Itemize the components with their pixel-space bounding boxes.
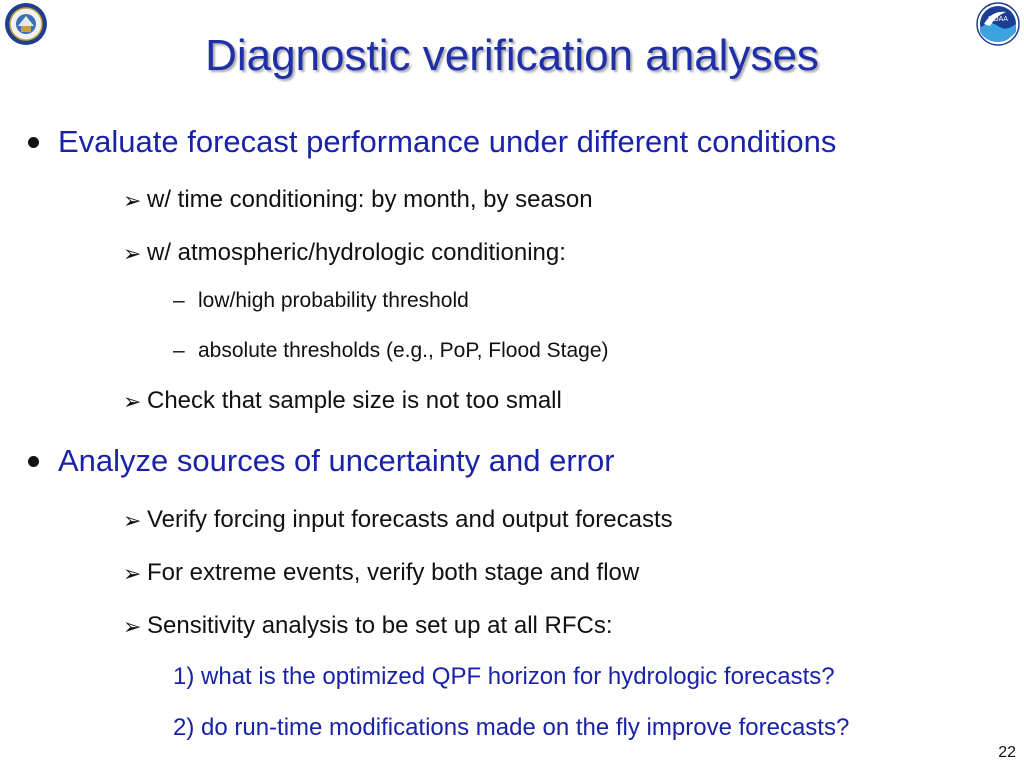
arrow-bullet-icon: ➢ [123,508,142,533]
sub-item-1-2: w/ atmospheric/hydrologic conditioning: [147,239,566,266]
bullet-1-heading: Evaluate forecast performance under different conditions [58,124,837,159]
sub-sub-item-1-2-2: absolute thresholds (e.g., PoP, Flood Stage) [198,339,609,362]
arrow-bullet-icon: ➢ [123,389,142,414]
page-number: 22 [998,744,1016,761]
sub-item-1-3: Check that sample size is not too small [147,387,562,414]
arrow-bullet-icon: ➢ [123,561,142,586]
bullet-dot-2 [28,456,39,467]
numbered-item-2: 2) do run-time modifications made on the fly improve forecasts? [173,714,850,741]
noaa-logo-text: NOAA [988,16,1008,23]
sub-sub-item-1-2-1: low/high probability threshold [198,289,469,312]
bullet-2-heading: Analyze sources of uncertainty and error [58,443,615,478]
sub-item-2-3: Sensitivity analysis to be set up at all RFCs: [147,612,613,639]
arrow-bullet-icon: ➢ [123,614,142,639]
arrow-bullet-icon: ➢ [123,241,142,266]
sub-item-2-2: For extreme events, verify both stage and flow [147,559,640,586]
sub-item-2-1: Verify forcing input forecasts and output forecasts [147,506,673,533]
sub-item-1-1: w/ time conditioning: by month, by season [147,186,593,213]
dash-bullet-icon: – [173,339,185,362]
arrow-bullet-icon: ➢ [123,188,142,213]
dash-bullet-icon: – [173,289,185,312]
slide-title: Diagnostic verification analyses [205,31,819,80]
numbered-item-1: 1) what is the optimized QPF horizon for hydrologic forecasts? [173,663,835,690]
bullet-dot-1 [28,137,39,148]
